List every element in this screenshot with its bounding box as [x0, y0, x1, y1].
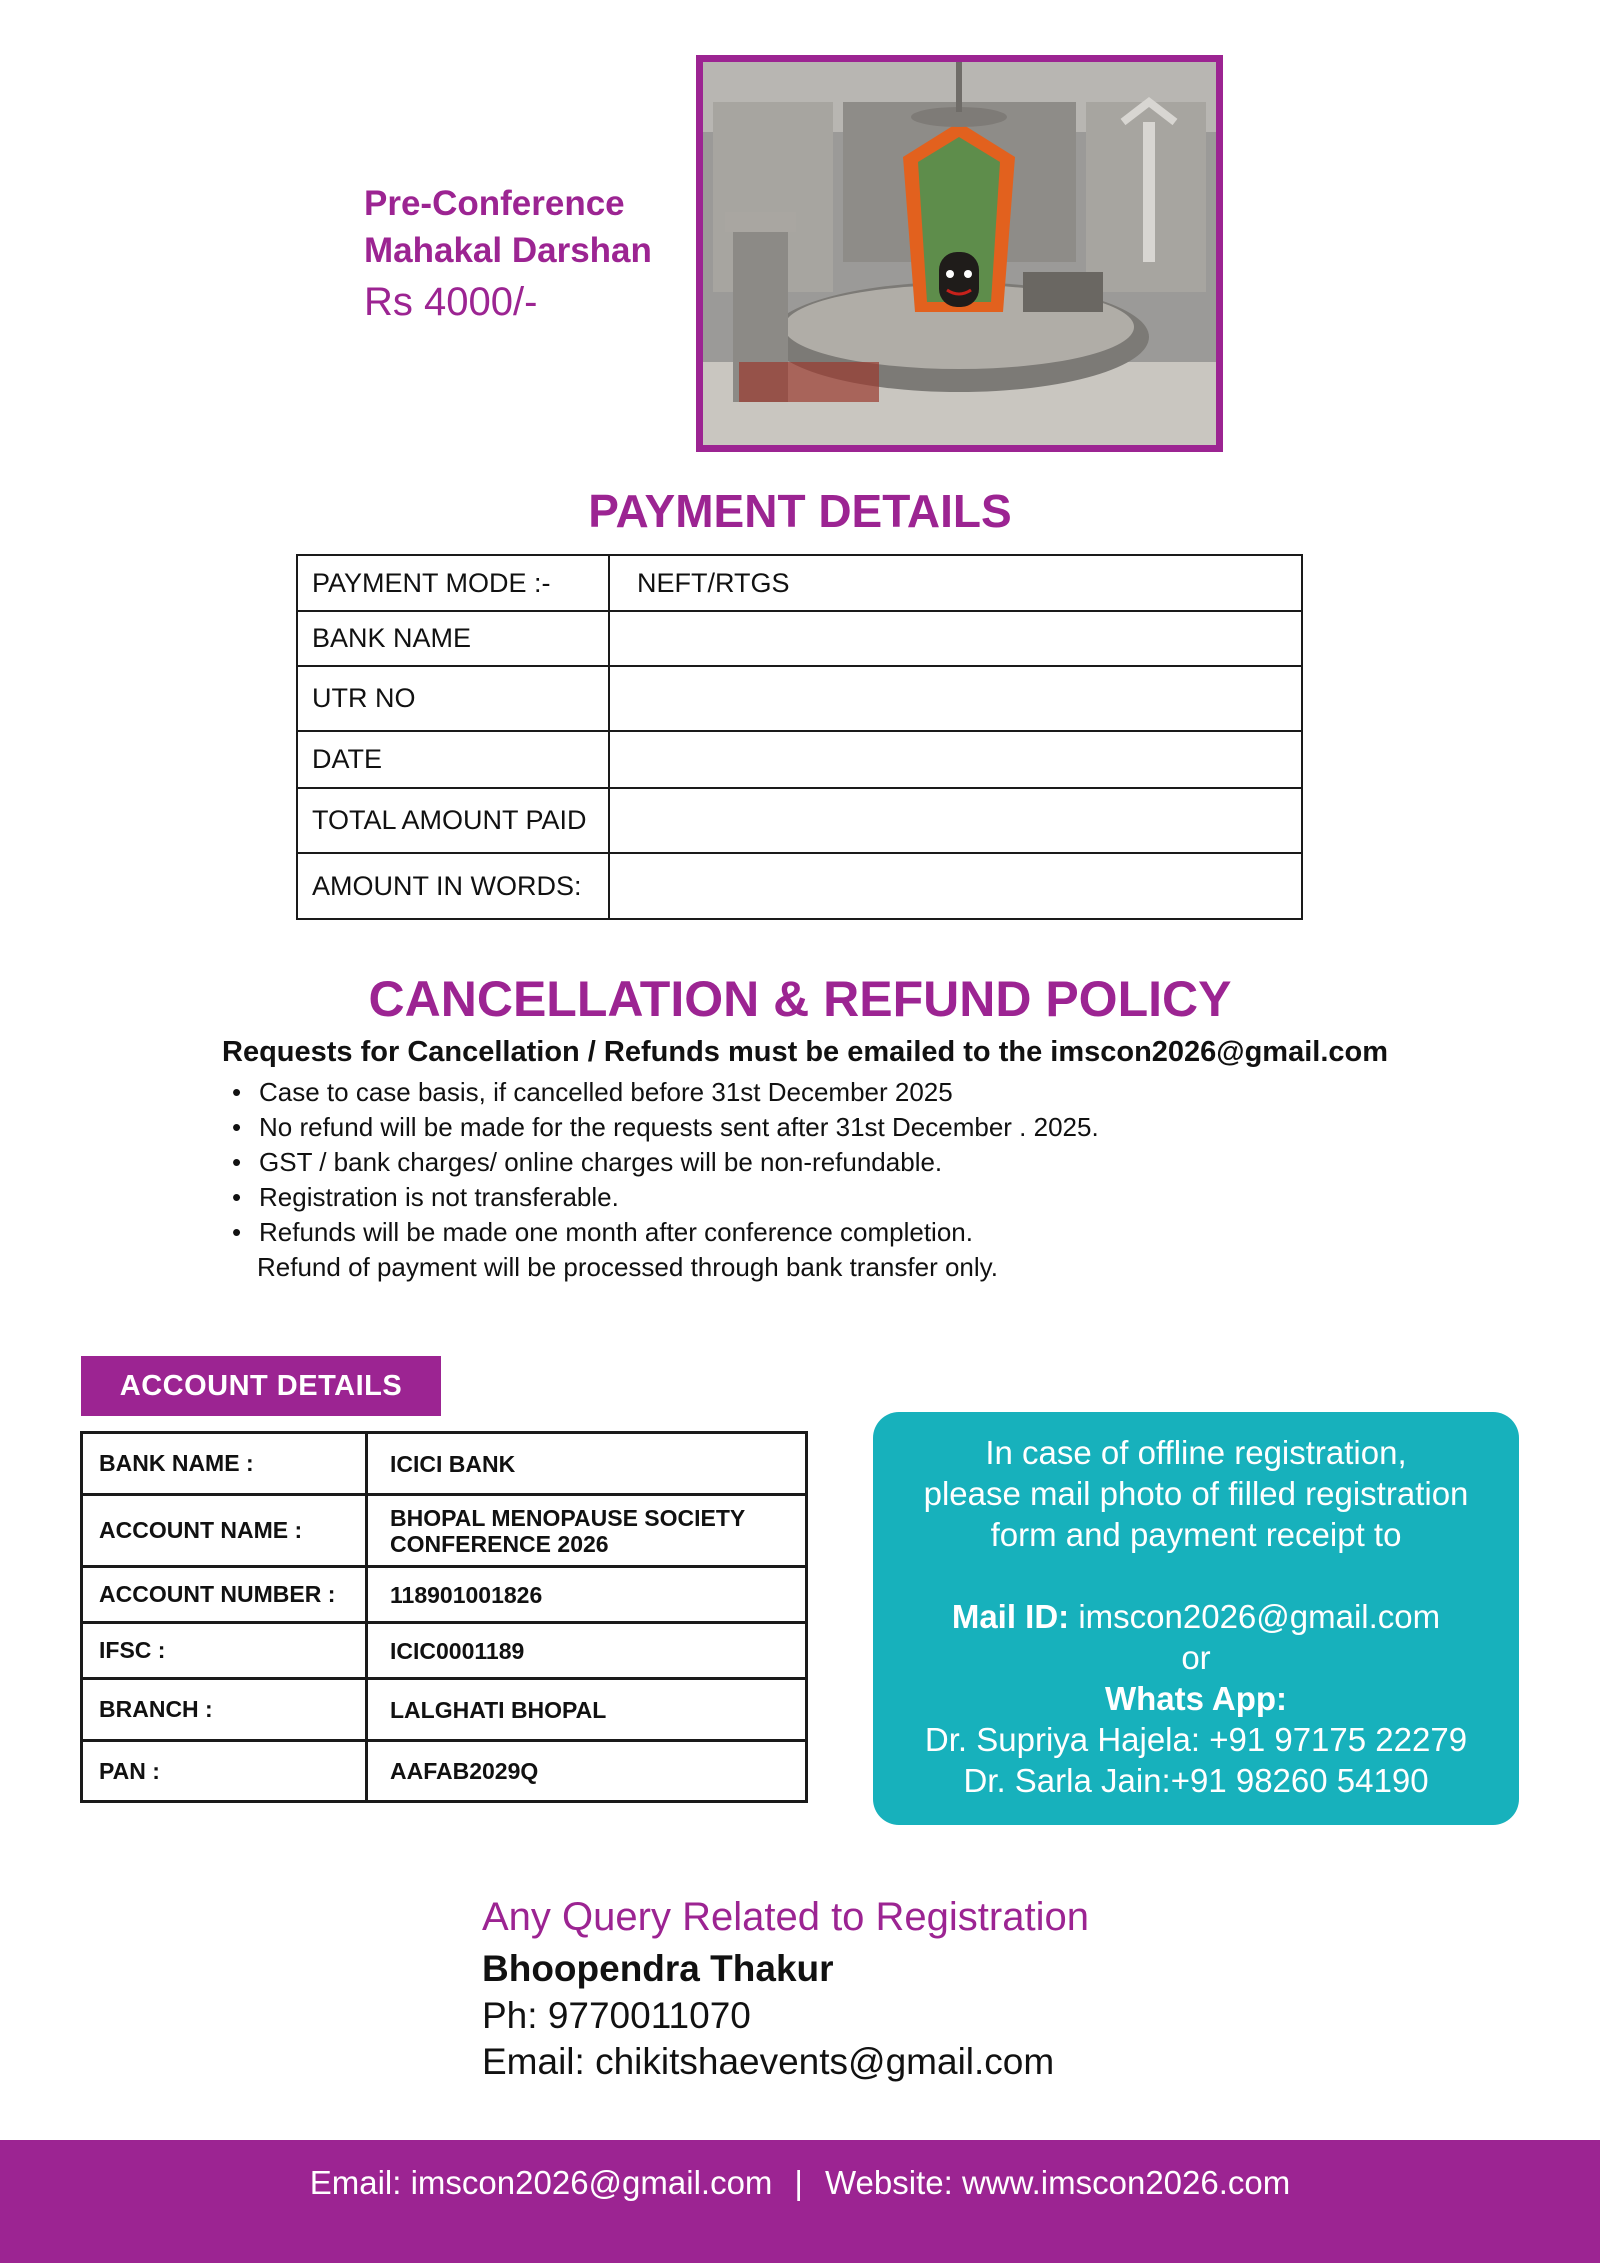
offline-mail-link[interactable]: imscon2026@gmail.com: [1078, 1598, 1441, 1635]
query-name: Bhoopendra Thakur: [482, 1948, 834, 1989]
offline-line1: In case of offline registration,: [985, 1434, 1407, 1471]
offline-mail-label: Mail ID:: [951, 1598, 1070, 1635]
footer-email[interactable]: Email: imscon2026@gmail.com: [309, 2164, 773, 2201]
payment-value-field[interactable]: [609, 788, 1302, 853]
policy-heading: CANCELLATION & REFUND POLICY: [368, 971, 1232, 1027]
offline-or: or: [1181, 1639, 1211, 1676]
account-value: ICICI BANK: [367, 1433, 807, 1495]
account-value: LALGHATI BHOPAL: [367, 1679, 807, 1741]
policy-item: • Registration is not transferable.: [232, 1180, 1099, 1215]
payment-row-bank: [297, 611, 1302, 666]
policy-item: • GST / bank charges/ online charges will be non-refundable.: [232, 1145, 1099, 1180]
account-row: [82, 1623, 807, 1679]
temple-photo: [696, 55, 1223, 452]
payment-row-total: [297, 788, 1302, 853]
payment-label: UTR NO: [297, 666, 609, 731]
payment-heading-text: PAYMENT DETAILS: [588, 485, 1012, 537]
query-contact: [482, 1892, 1089, 2085]
footer-website[interactable]: Website: www.imscon2026.com: [825, 2164, 1291, 2201]
darshan-offer: [364, 180, 694, 328]
offline-contact1: Dr. Supriya Hajela: +91 97175 22279: [924, 1721, 1468, 1758]
account-label: IFSC :: [82, 1623, 367, 1679]
payment-label: TOTAL AMOUNT PAID: [297, 788, 609, 853]
offline-mail: [873, 1596, 1519, 1637]
account-value: 118901001826: [367, 1567, 807, 1623]
footer-bar: [0, 2140, 1600, 2263]
payment-value-field[interactable]: [609, 853, 1302, 919]
policy-item: • Refunds will be made one month after conference completion.: [232, 1215, 1099, 1250]
account-name-line1: BHOPAL MENOPAUSE SOCIETY: [390, 1504, 746, 1531]
account-label: BRANCH :: [82, 1679, 367, 1741]
policy-lead: Requests for Cancellation / Refunds must be emailed to the imscon2026@gmail.com: [222, 1036, 1389, 1068]
payment-label: BANK NAME: [297, 611, 609, 666]
account-row: [82, 1679, 807, 1741]
account-name-line2: CONFERENCE 2026: [390, 1530, 609, 1557]
policy-item: • Case to case basis, if cancelled before 31st December 2025: [232, 1075, 1099, 1110]
payment-row-words: [297, 853, 1302, 919]
account-table: [80, 1431, 808, 1803]
offline-registration-box: [873, 1412, 1519, 1825]
policy-note: Refund of payment will be processed through bank transfer only.: [257, 1252, 998, 1282]
payment-label: AMOUNT IN WORDS:: [297, 853, 609, 919]
account-value: AAFAB2029Q: [367, 1741, 807, 1802]
payment-row-utr: [297, 666, 1302, 731]
footer-separator: |: [794, 2164, 803, 2201]
payment-row-mode: [297, 555, 1302, 611]
account-value: [367, 1495, 807, 1567]
payment-value-field[interactable]: [609, 611, 1302, 666]
offline-line2: please mail photo of filled registration: [923, 1475, 1469, 1512]
offline-whatsapp-label: [873, 1678, 1519, 1719]
account-row: [82, 1495, 807, 1567]
darshan-title-line2: Mahakal Darshan: [364, 231, 652, 270]
offline-line3: form and payment receipt to: [990, 1516, 1402, 1553]
account-heading: ACCOUNT DETAILS: [81, 1356, 441, 1416]
darshan-title-line1: Pre-Conference: [364, 184, 625, 223]
temple-photo-illustration: [703, 62, 1216, 445]
account-value: ICIC0001189: [367, 1623, 807, 1679]
payment-value-field[interactable]: [609, 666, 1302, 731]
payment-value: NEFT/RTGS: [609, 555, 1302, 611]
payment-label: DATE: [297, 731, 609, 788]
payment-table: [296, 554, 1303, 920]
account-label: ACCOUNT NUMBER :: [82, 1567, 367, 1623]
account-row: [82, 1433, 807, 1495]
query-phone: Ph: 9770011070: [482, 1995, 751, 2036]
darshan-price: Rs 4000/-: [364, 280, 538, 324]
account-label: ACCOUNT NAME :: [82, 1495, 367, 1567]
payment-heading: [0, 484, 1600, 538]
offline-whatsapp-label-text: Whats App:: [1104, 1680, 1288, 1717]
payment-row-date: [297, 731, 1302, 788]
policy-item: • No refund will be made for the requests sent after 31st December . 2025.: [232, 1110, 1099, 1145]
policy-list: [232, 1075, 1099, 1250]
payment-value-field[interactable]: [609, 731, 1302, 788]
query-email[interactable]: Email: chikitshaevents@gmail.com: [482, 2041, 1055, 2082]
account-row: [82, 1741, 807, 1802]
account-label: BANK NAME :: [82, 1433, 367, 1495]
account-row: [82, 1567, 807, 1623]
query-title: Any Query Related to Registration: [482, 1895, 1089, 1939]
account-label: PAN :: [82, 1741, 367, 1802]
offline-contact2: Dr. Sarla Jain:+91 98260 54190: [963, 1762, 1429, 1799]
payment-label: PAYMENT MODE :-: [297, 555, 609, 611]
